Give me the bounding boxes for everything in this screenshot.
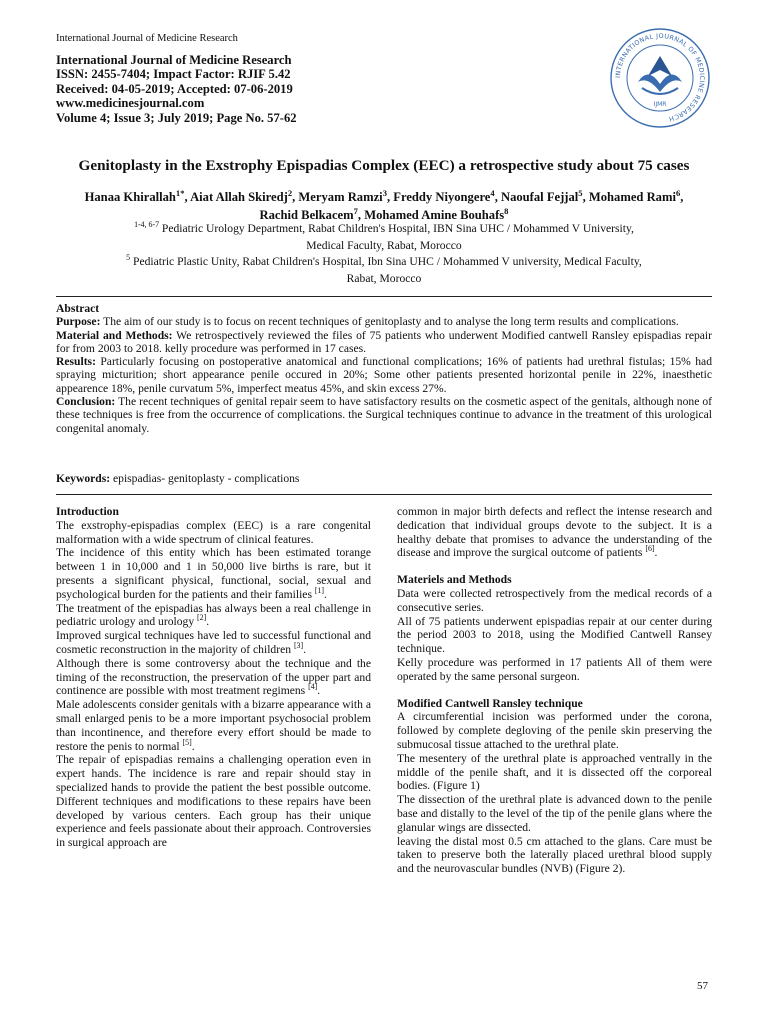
logo-ring-text: INTERNATIONAL JOURNAL OF MEDICINE RESEARCH — [613, 31, 707, 123]
running-head: International Journal of Medicine Research — [56, 33, 238, 44]
affiliation-1-marker: 1-4, 6-7 — [134, 220, 160, 230]
paragraph: The exstrophy-epispadias complex (EEC) is a rare congenital malformation with a wide spectrum of clinical features. — [56, 518, 371, 546]
author-name: Freddy Niyongere — [393, 190, 491, 204]
author-name: Mohamed Amine Bouhafs — [364, 208, 505, 222]
abstract-heading: Abstract — [56, 302, 100, 315]
author-name: Aiat Allah Skiredj — [190, 190, 288, 204]
paragraph: All of 75 patients underwent epispadias repair at our center during the period 2003 to 2018, using the Modified Cantwell Ransey technique. — [397, 614, 712, 656]
journal-logo-icon — [608, 26, 712, 130]
paragraph: Kelly procedure was performed in 17 patients All of them were operated by the same personal surgeon. — [397, 655, 712, 683]
paragraph: common in major birth defects and reflect the intense research and dedication that individual groups devote to the subject. It is a healthy debate that promises to advance the understanding of the disease and improve the surgical outcome of patients [6]. — [397, 505, 712, 560]
citation: [5] — [182, 737, 192, 747]
affiliation-2-marker: 5 — [126, 253, 131, 263]
issn-line: ISSN: 2455-7404; Impact Factor: RJIF 5.42 — [56, 67, 291, 82]
author-name: Rachid Belkacem — [259, 208, 354, 222]
affiliation-1-line-2: Medical Faculty, Rabat, Morocco — [306, 238, 462, 252]
keywords: Keywords: epispadias- genitoplasty - complications — [56, 472, 300, 485]
affiliation-2-line-2: Rabat, Morocco — [346, 271, 422, 285]
affiliation-1-line-1: Pediatric Urology Department, Rabat Children's Hospital, IBN Sina UHC / Mohammed V University, — [159, 222, 634, 235]
paragraph: Improved surgical techniques have led to successful functional and cosmetic reconstruction in the majority of children [3]. — [56, 629, 371, 656]
author-name: Mohamed Rami — [588, 190, 676, 204]
abstract — [56, 302, 712, 435]
author-affiliation-marker: 5 — [578, 187, 583, 198]
author-affiliation-marker: 6 — [675, 187, 681, 198]
journal-name: International Journal of Medicine Research — [56, 53, 292, 67]
journal-meta — [56, 53, 297, 125]
paragraph: Data were collected retrospectively from the medical records of a consecutive series. — [397, 586, 712, 614]
author-name: Meryam Ramzi — [298, 190, 383, 204]
paragraph: The dissection of the urethral plate is advanced down to the penile base and distally to the level of the tip of the penile glans where the glanular wings are dissected. — [397, 793, 712, 834]
dates-line: Received: 04-05-2019; Accepted: 07-06-2019 — [56, 81, 293, 96]
paragraph: A circumferential incision was performed under the corona, followed by complete degloving of the penile skin preserving the submucosal tissue attached to the urethral plate. — [397, 710, 712, 751]
affiliation-1 — [60, 221, 708, 254]
affiliation-2-line-1: Pediatric Plastic Unity, Rabat Children's Hospital, Ibn Sina UHC / Mohammed V university, Medical Faculty, — [130, 255, 642, 268]
right-column — [397, 505, 712, 876]
author-affiliation-marker: 3 — [382, 187, 387, 198]
divider-top — [56, 296, 712, 297]
abstract-methods: Material and Methods: We retrospectively reviewed the files of 75 patients who underwent Modified cantwell Ransley epispadias repair for from 2003 to 2018. kelly procedure was performed in 17 cases. — [56, 328, 713, 355]
citation: [2] — [197, 613, 207, 623]
author-name: Naoufal Fejjal — [500, 190, 579, 204]
citation: [6] — [645, 544, 655, 554]
article-title: Genitoplasty in the Exstrophy Epispadias Complex (EEC) a retrospective study about 75 cases — [78, 157, 690, 174]
abstract-conclusion: Conclusion: The recent techniques of genital repair seem to have satisfactory results on the cosmetic aspect of the genitals, although none of these techniques is free from the occurrence of complications. the Surgical techniques continue to advance in the treatment of this urological congenital anomaly. — [56, 395, 712, 435]
svg-text:INTERNATIONAL JOURNAL OF MEDIC — [614, 32, 706, 123]
paragraph: The treatment of the epispadias has always been a real challenge in pediatric urology and urology [2]. — [56, 601, 371, 629]
website-line: www.medicinesjournal.com — [56, 96, 205, 111]
section-heading-introduction: Introduction — [56, 505, 119, 518]
author-affiliation-marker: 4 — [490, 187, 495, 198]
author-list: Hanaa Khirallah$^{1*}$, Aiat Allah Skiredj$^2$, Meryam Ramzi$^3$, Freddy Niyongere$^4$, Naoufal Fejjal$^5$, Mohamed Rami$^6$, Rachid Belkacem$^7$, Mohamed Amine Bouhafs$^8$ — [84, 187, 684, 222]
citation: [1] — [314, 585, 325, 595]
author-name: Hanaa Khirallah — [84, 190, 176, 204]
paragraph: leaving the distal most 0.5 cm attached to the glans. Care must be taken to preserve both the laterally placed urethral blood supply and the neurovascular bundles (NVB) (Figure 2). — [397, 834, 712, 876]
abstract-results: Results: Particularly focusing on postoperative anatomical and functional complications; 16% of patients had urethral fistulas; 15% had spraying micturition; short appearance penile occured in 20%; Some other patients presented horizontal penile in 22%, inaesthetic appearence 18%, penile curvatum 5%, imperfect meatus 45%, and skin excess 27%. — [56, 355, 712, 395]
author-affiliation-marker: 8 — [504, 205, 509, 216]
volume-line: Volume 4; Issue 3; July 2019; Page No. 57-62 — [56, 110, 297, 125]
divider-bottom — [56, 494, 712, 495]
page-number: 57 — [697, 980, 708, 992]
paragraph: The repair of epispadias remains a challenging operation even in expert hands. The incidence is rare and repair should stay in specialized hands to provide the patient the best possible outcome. Different techniques and modifications to these repairs have been developed by various centers. Each group has their unique experience and feels passionate about their approach. Controversies in surgical approach are — [56, 753, 371, 850]
author-affiliation-marker: 7 — [353, 205, 358, 216]
citation: [4] — [308, 682, 318, 692]
paragraph: Male adolescents consider genitals with a bizarre appearance with a small enlarged penis to be a more important psychosocial problem than incontinence, and therefore every effort should be made to restore the penis to normal [5]. — [56, 698, 371, 753]
left-column — [56, 505, 371, 850]
paragraph: The mesentery of the urethral plate is approached ventrally in the middle of the penile shaft, and it is dissected off the corporeal bodies. (Figure 1) — [397, 751, 712, 793]
paragraph: Although there is some controversy about the technique and the timing of the reconstruction, the preservation of the upper part and continence are possible with most treatment regimens [4]. — [56, 656, 371, 698]
author-affiliation-marker: 2 — [287, 187, 293, 198]
logo-center-text: IJMR — [653, 101, 667, 108]
affiliation-2 — [60, 254, 708, 287]
citation: [3] — [293, 641, 304, 651]
abstract-purpose: Purpose: The aim of our study is to focus on recent techniques of genitoplasty and to analyse the long term results and complications. — [56, 315, 679, 329]
paragraph: The incidence of this entity which has been estimated torange between 1 in 10,000 and 1 in 50,000 live births is rare, but it presents a significant physical, functional, social, sexual and psychological burden for the patients and their families [1]. — [56, 546, 371, 601]
section-heading-technique: Modified Cantwell Ransley technique — [397, 696, 583, 710]
author-affiliation-marker: 1* — [175, 187, 185, 198]
section-heading-methods: Materiels and Methods — [397, 573, 512, 587]
